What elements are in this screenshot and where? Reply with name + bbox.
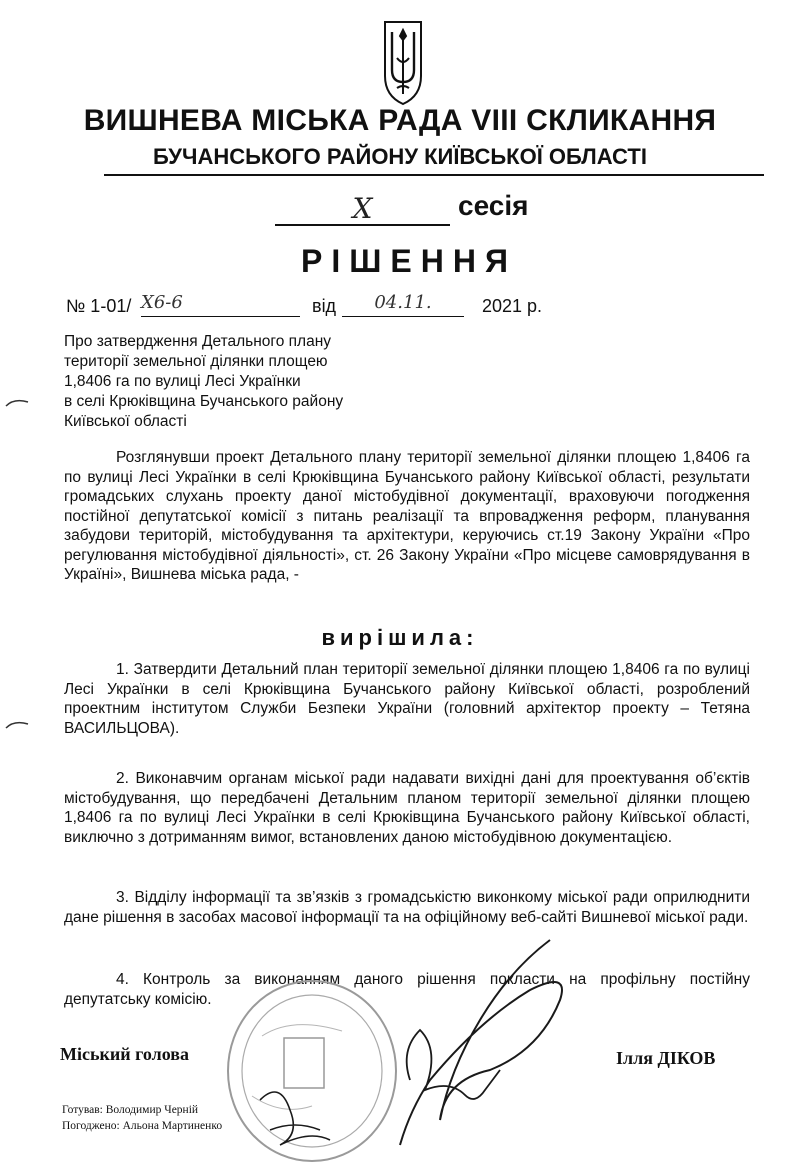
coat-of-arms-icon [383,18,423,106]
resolution-item: 3. Відділу інформації та зв’язків з громадськістю виконкому міської ради оприлюднити дане рішення в засобах масової інформації та на офіційному веб-сайті Вишневої міської ради. [64,889,750,926]
prepared-by: Готував: Володимир Черній [62,1104,199,1116]
resolution-item: 4. Контроль за виконанням даного рішення покласти на профільну постійну депутатську комісію. [64,971,750,1008]
subject-line: в селі Крюківщина Бучанського району [64,393,344,410]
decision-number-label: № 1-01/ [66,296,132,316]
date-label: від [312,296,337,316]
header-divider [104,174,764,176]
resolved-heading: вирішила: [321,625,479,650]
decision-subject [64,332,404,432]
signatory-name: Ілля ДІКОВ [616,1048,716,1068]
session-label: сесія [458,190,529,221]
subject-line: території земельної ділянки площею [64,353,328,370]
session-number: X [275,194,450,226]
resolution-item: 1. Затвердити Детальний план території земельної ділянки площею 1,8406 га по вулиці Лесі Українки в селі Крюківщина Бучанського району Київської області, розроблений проектним інститутом Служби Безпеки України (головний архітектор проекту – Тетяна ВАСИЛЬЦОВА). [64,661,750,737]
decision-year: 2021 р. [482,296,543,316]
subject-line: Київської області [64,413,187,430]
decision-number: Х6-6 [141,292,300,317]
document-title: РІШЕННЯ [301,243,517,279]
subject-line: Про затвердження Детального плану [64,333,332,350]
handwritten-signature [250,930,610,1160]
district-name: БУЧАНСЬКОГО РАЙОНУ КИЇВСЬКОЇ ОБЛАСТІ [153,144,647,169]
council-name: ВИШНЕВА МІСЬКА РАДА VIII СКЛИКАННЯ [83,104,717,137]
resolution-item: 2. Виконавчим органам міської ради надавати вихідні дані для проектування об’єктів містобудування, що передбачені Детальним планом території земельної ділянки площею 1,8406 га по вулиці Лесі Українки в селі Крюківщина Бучанського району Київської області, виключно з дотриманням вимог, встановлених даною містобудівною документацією. [64,770,750,846]
signatory-title: Міський голова [60,1044,189,1064]
decision-date: 04.11. [342,292,464,317]
margin-mark [4,396,30,410]
subject-line: 1,8406 га по вулиці Лесі Українки [64,373,301,390]
agreed-by: Погоджено: Альона Мартиненко [62,1120,223,1132]
preamble: Розглянувши проект Детального плану території земельної ділянки площею 1,8406 га по вулиці Лесі Українки в селі Крюківщина Бучанського району Київської області, результати громадських слухань проекту даної містобудівної документації, враховуючи погодження постійної депутатської комісії з питань реалізації та впровадження реформ, планування забудови територій, містобудування та архітектури, керуючись ст.19 Закону України «Про регулювання містобудівної діяльності», ст. 26 Закону України «Про місцеве самоврядування в Україні», Вишнева міська рада, - [64,449,750,583]
margin-mark [4,718,30,732]
